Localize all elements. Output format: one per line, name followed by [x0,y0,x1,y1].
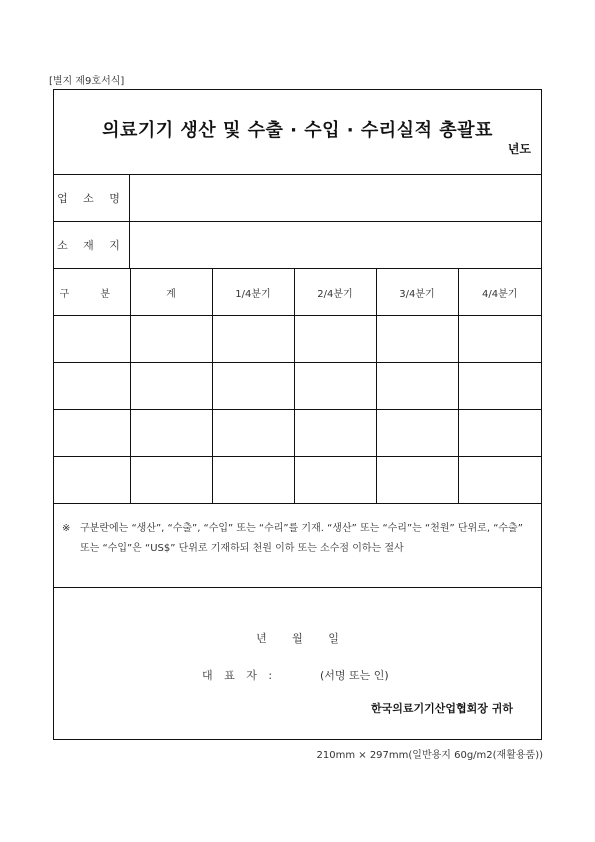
table-cell[interactable] [130,316,212,363]
header-q4: 4/4분기 [458,269,541,316]
table-row [54,457,541,504]
form-number-label: [별지 제9호서식] [49,76,125,87]
title-area [54,90,541,175]
table-cell[interactable] [294,363,376,410]
company-row [54,174,541,222]
date-line: 년 월 일 [256,632,339,645]
company-label: 업 소 명 [54,174,130,221]
table-cell[interactable] [294,410,376,457]
table-cell[interactable] [54,457,130,504]
table-row [54,363,541,410]
table-cell[interactable] [130,457,212,504]
table-cell[interactable] [458,410,541,457]
table-cell[interactable] [294,457,376,504]
table-cell[interactable] [54,363,130,410]
representative-label: 대 표 자 : [202,669,277,682]
header-total: 계 [130,269,212,316]
header-q3: 3/4분기 [376,269,458,316]
paper-spec: 210mm × 297mm(일반용지 60g/m2(재활용품)) [316,750,543,761]
header-q1: 1/4분기 [212,269,294,316]
table-cell[interactable] [376,457,458,504]
address-label: 소 재 지 [54,222,130,268]
table-row [54,316,541,363]
table-cell[interactable] [212,457,294,504]
note-block [62,519,532,559]
table-cell[interactable] [212,363,294,410]
note-mark: ※ [62,523,71,534]
table-cell[interactable] [376,410,458,457]
table-cell[interactable] [54,410,130,457]
table-row [54,410,541,457]
form-title: 의료기기 생산 및 수출 · 수입 · 수리실적 총괄표 [102,120,493,141]
table-cell[interactable] [376,316,458,363]
address-field[interactable] [130,222,541,268]
header-q2: 2/4분기 [294,269,376,316]
table-cell[interactable] [212,410,294,457]
representative-line [202,667,389,683]
table-cell[interactable] [212,316,294,363]
table-cell[interactable] [130,363,212,410]
recipient: 한국의료기기산업협회장 귀하 [371,702,513,715]
form-frame [53,89,542,740]
table-cell[interactable] [458,316,541,363]
table-cell[interactable] [294,316,376,363]
signature-hint: (서명 또는 인) [320,669,389,682]
note-text: 구분란에는 “생산”, “수출”, “수입” 또는 “수리”를 기재. “생산” 또는 “수리”는 “천원” 단위로, “수출” 또는 “수입”은 “US$” 단위로 기재하되 천원 이하 또는 소수점 이하는 절사 [80,523,523,554]
table-cell[interactable] [458,457,541,504]
table-cell[interactable] [130,410,212,457]
note-section [54,505,541,588]
year-label: 년도 [507,142,531,156]
company-field[interactable] [130,174,541,221]
performance-table [54,269,541,504]
address-row [54,222,541,269]
table-cell[interactable] [458,363,541,410]
table-cell[interactable] [54,316,130,363]
table-header-row [54,269,541,316]
table-cell[interactable] [376,363,458,410]
header-category: 구 분 [54,269,130,316]
